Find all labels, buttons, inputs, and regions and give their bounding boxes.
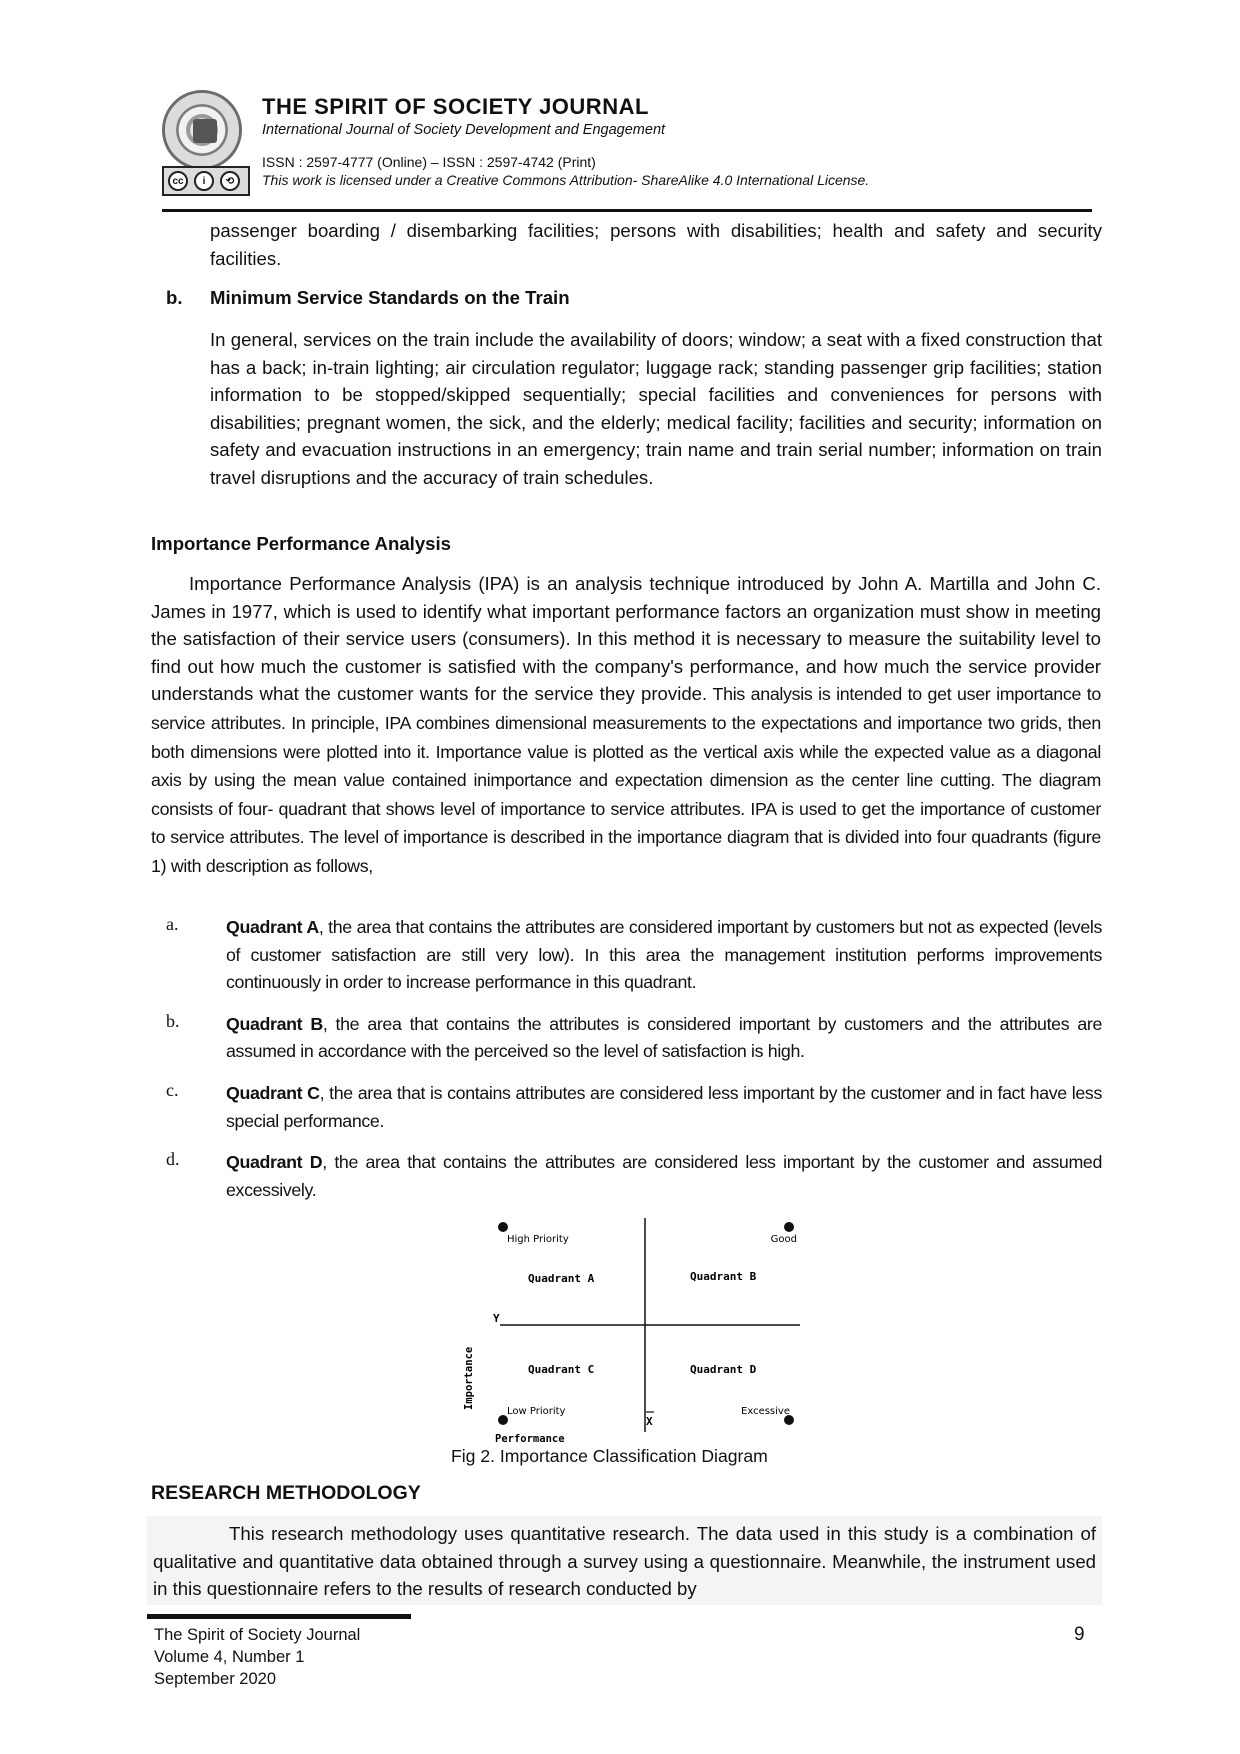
quadrant-b-label: Quadrant B xyxy=(690,1270,757,1283)
list-item xyxy=(166,1011,1102,1066)
quadrant-description: , the area that contains the attributes are considered less important by the customer and assumed excessively. xyxy=(226,1152,1102,1200)
journal-subtitle: International Journal of Society Development and Engagement xyxy=(262,122,666,138)
journal-header xyxy=(162,90,1092,200)
issn-line: ISSN : 2597-4777 (Online) – ISSN : 2597-4742 (Print) xyxy=(262,154,596,170)
y-axis-mark: Y xyxy=(493,1312,500,1325)
quadrant-name: Quadrant C xyxy=(226,1082,320,1103)
attribution-icon: i xyxy=(194,171,214,191)
list-item-text xyxy=(226,1149,1102,1204)
list-item-letter: a. xyxy=(166,914,179,934)
performance-axis-label: Performance xyxy=(495,1433,565,1445)
list-item-letter: d. xyxy=(166,1149,180,1170)
importance-classification-diagram xyxy=(460,1210,800,1460)
list-item-text xyxy=(226,914,1102,997)
footer-journal-name: The Spirit of Society Journal xyxy=(154,1626,361,1644)
seal-emblem xyxy=(193,119,217,143)
importance-axis-label: Importance xyxy=(463,1346,475,1410)
quadrant-description: , the area that contains the attributes is considered important by customers and the attributes are assumed in accordance with the perceived so the level of satisfaction is high. xyxy=(226,1013,1102,1062)
quadrant-diagram-svg xyxy=(460,1210,800,1460)
quadrant-a-label: Quadrant A xyxy=(528,1272,595,1285)
research-methodology-paragraph: This research methodology uses quantitative research. The data used in this study is a combination of qualitative and quantitative data obtained through a survey using a questionnaire. Meanwhile, the instrument used in this questionnaire refers to the results of research conducted by xyxy=(147,1516,1102,1605)
section-b-paragraph: In general, services on the train include the availability of doors; window; a seat with a fixed construction that has a back; in-train lighting; air circulation regulator; luggage rack; standing passenger grip facilities; station information to be stopped/skipped sequentially; special facilities and conveniences for persons with disabilities; pregnant women, the sick, and the elderly; medical facility; facilities and security; information on safety and evacuation instructions in an emergency; train name and train serial number; information on train travel disruptions and the accuracy of train schedules. xyxy=(210,329,1102,488)
ipa-paragraph-part1: Importance Performance Analysis (IPA) is an analysis technique introduced by John A. Martilla and John C. James in 1977, which is used to identify what important performance factors an organization must show in meeting the satisfaction of their service users (consumers). In this method it is necessary to measure the suitability level to find out how much the customer is satisfied with the company's performance, and how much the service provider understands what the customer wants for the service they provide. xyxy=(151,573,1101,705)
high-priority-label: High Priority xyxy=(507,1234,569,1245)
page-number: 9 xyxy=(1074,1624,1085,1645)
list-item xyxy=(166,1149,1102,1204)
x-axis-mark: X xyxy=(646,1415,653,1428)
quadrant-name: Quadrant B xyxy=(226,1013,323,1034)
header-divider xyxy=(162,209,1092,212)
university-seal-logo xyxy=(162,90,242,170)
quadrant-description: , the area that contains the attributes are considered important by customers but not as expected (levels of customer satisfaction are still very low). In this area the management institution performs improvements continuously in order to increase performance in this quadrant. xyxy=(226,917,1103,993)
journal-title: THE SPIRIT OF SOCIETY JOURNAL xyxy=(262,94,649,119)
quadrant-description: , the area that is contains attributes are considered less important by the customer and in fact have less special performance. xyxy=(226,1082,1102,1131)
license-line[interactable]: This work is licensed under a Creative Commons Attribution- ShareAlike 4.0 International License. xyxy=(262,172,870,188)
footer-date: September 2020 xyxy=(154,1670,277,1688)
footer-volume: Volume 4, Number 1 xyxy=(154,1648,305,1666)
list-item-text xyxy=(226,1011,1102,1066)
excessive-label: Excessive xyxy=(741,1406,790,1417)
section-b-heading xyxy=(166,287,570,309)
research-methodology-heading: RESEARCH METHODOLOGY xyxy=(151,1482,421,1504)
ipa-paragraph xyxy=(151,570,1101,881)
good-marker xyxy=(784,1222,794,1232)
figure-caption: Fig 2. Importance Classification Diagram xyxy=(451,1446,768,1466)
cc-icon: cc xyxy=(168,171,188,191)
good-label: Good xyxy=(770,1234,797,1245)
list-item-letter: c. xyxy=(166,1079,179,1100)
continued-paragraph: passenger boarding / disembarking facilities; persons with disabilities; health and safety and security facilities. xyxy=(210,220,1102,269)
page-footer xyxy=(154,1624,360,1690)
high-priority-marker xyxy=(498,1222,508,1232)
ipa-paragraph-part2: This analysis is intended to get user importance to service attributes. In principle, IPA combines dimensional measurements to the expectations and importance two grids, then both dimensions were plotted into it. Importance value is plotted as the vertical axis while the expected value as a diagonal axis by using the mean value contained inimportance and expectation dimension as the center line cutting. The diagram consists of four- quadrant that shows level of importance to service attributes. IPA is used to get the importance of customer to service attributes. The level of importance is described in the importance diagram that is divided into four quadrants (figure 1) with description as follows, xyxy=(151,684,1101,876)
list-item-text xyxy=(226,1080,1102,1135)
section-b-title: Minimum Service Standards on the Train xyxy=(210,287,570,308)
quadrant-c-label: Quadrant C xyxy=(528,1363,595,1376)
sharealike-icon: ⟲ xyxy=(220,171,240,191)
ipa-heading: Importance Performance Analysis xyxy=(151,533,452,554)
list-item-letter: b. xyxy=(166,1010,180,1031)
quadrant-list xyxy=(166,914,1102,1218)
quadrant-name: Quadrant A xyxy=(226,917,319,937)
list-item xyxy=(166,1080,1102,1135)
creative-commons-badge[interactable] xyxy=(162,166,250,196)
quadrant-name: Quadrant D xyxy=(226,1152,323,1173)
quadrant-d-label: Quadrant D xyxy=(690,1363,757,1376)
list-item xyxy=(166,914,1102,997)
low-priority-label: Low Priority xyxy=(507,1406,566,1417)
footer-divider xyxy=(147,1614,411,1619)
section-b-letter: b. xyxy=(166,287,183,308)
